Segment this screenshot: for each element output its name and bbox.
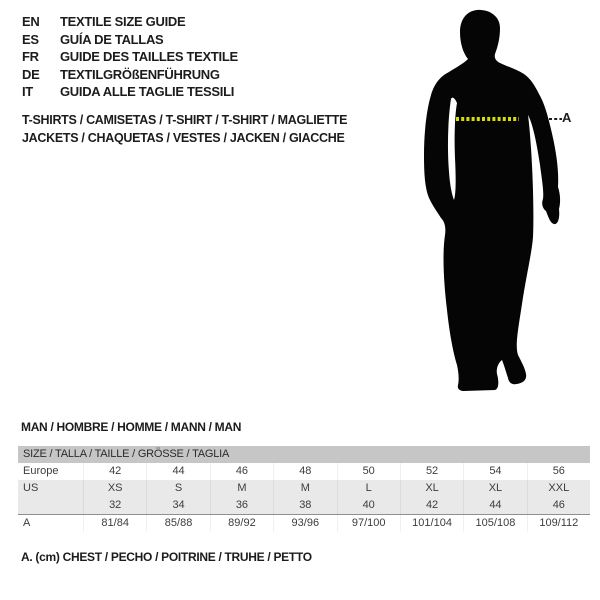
language-code: DE	[22, 66, 40, 82]
language-code: ES	[22, 31, 39, 47]
size-value: 50	[337, 463, 400, 480]
category-line-tshirts: T-SHIRTS / CAMISETAS / T-SHIRT / T-SHIRT / MAGLIETTE	[22, 113, 348, 127]
size-value: 40	[337, 497, 400, 514]
size-value: 42	[400, 497, 463, 514]
size-value: L	[337, 480, 400, 497]
size-value: 105/108	[463, 515, 526, 532]
size-value: 42	[83, 463, 146, 480]
size-value: XL	[400, 480, 463, 497]
size-value: 109/112	[527, 515, 590, 532]
language-title: TEXTILGRÖßENFÜHRUNG	[60, 66, 220, 82]
size-value: 52	[400, 463, 463, 480]
size-value: 44	[146, 463, 209, 480]
measurement-footnote: A. (cm) CHEST / PECHO / POITRINE / TRUHE / PETTO	[21, 550, 312, 564]
size-value: 97/100	[337, 515, 400, 532]
man-silhouette	[424, 10, 560, 391]
size-value: 38	[273, 497, 336, 514]
size-value: XXL	[527, 480, 590, 497]
language-code: EN	[22, 14, 40, 29]
size-value: 46	[527, 497, 590, 514]
chest-marker-label: A	[562, 110, 572, 125]
size-row-chest-cm	[18, 514, 590, 532]
size-value: XS	[83, 480, 146, 497]
language-row	[22, 13, 238, 31]
size-value: 93/96	[273, 515, 336, 532]
man-silhouette-figure	[405, 0, 600, 400]
language-title: GUÍA DE TALLAS	[60, 31, 164, 47]
language-row	[22, 48, 238, 66]
size-value: 48	[273, 463, 336, 480]
size-value: M	[210, 480, 273, 497]
language-title: GUIDA ALLE TAGLIE TESSILI	[60, 84, 235, 99]
row-label: Europe	[23, 465, 59, 477]
language-row	[22, 66, 238, 84]
size-value: 36	[210, 497, 273, 514]
language-code: IT	[22, 84, 33, 99]
category-line-jackets: JACKETS / CHAQUETAS / VESTES / JACKEN / GIACCHE	[22, 130, 345, 145]
section-title-man: MAN / HOMBRE / HOMME / MANN / MAN	[21, 420, 242, 434]
language-list	[22, 13, 238, 101]
language-row	[22, 83, 238, 101]
size-value: 54	[463, 463, 526, 480]
size-value: M	[273, 480, 336, 497]
size-value: 81/84	[83, 515, 146, 532]
size-value: 46	[210, 463, 273, 480]
language-code: FR	[22, 49, 39, 64]
language-title: GUIDE DES TAILLES TEXTILE	[60, 49, 238, 64]
size-table-header: SIZE / TALLA / TAILLE / GRÖSSE / TAGLIA	[18, 446, 590, 463]
size-value: 85/88	[146, 515, 209, 532]
size-table	[18, 446, 590, 532]
size-row-us	[18, 480, 590, 497]
size-value: 44	[463, 497, 526, 514]
size-row-unlabeled	[18, 497, 590, 514]
size-value: 89/92	[210, 515, 273, 532]
garment-categories	[22, 112, 347, 147]
language-title: TEXTILE SIZE GUIDE	[60, 14, 186, 29]
row-label: US	[23, 482, 39, 494]
size-value: 32	[83, 497, 146, 514]
size-value: S	[146, 480, 209, 497]
size-value: 34	[146, 497, 209, 514]
size-row-europe	[18, 463, 590, 480]
size-value: 101/104	[400, 515, 463, 532]
row-label	[18, 497, 83, 514]
size-value: 56	[527, 463, 590, 480]
row-label: A	[23, 517, 31, 529]
language-row	[22, 31, 238, 49]
size-value: XL	[463, 480, 526, 497]
